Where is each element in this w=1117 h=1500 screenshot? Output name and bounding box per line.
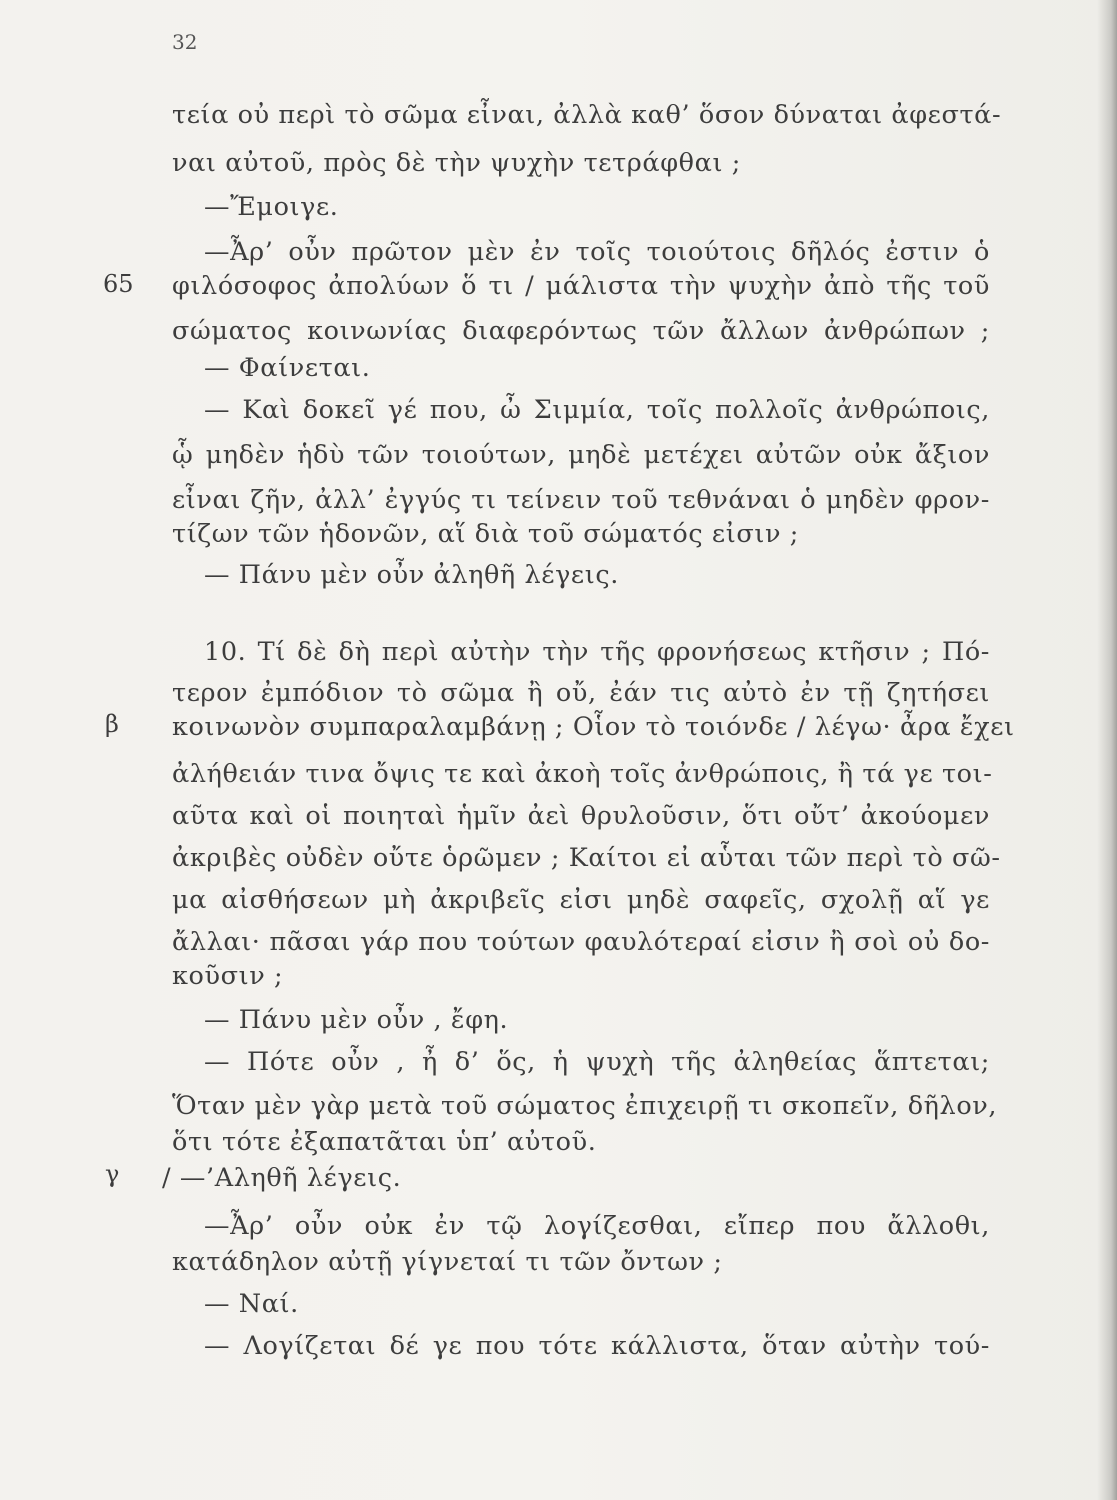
text-line-10: εἶναι ζῆν, ἀλλ’ ἐγγύς τι τείνειν τοῦ τεθνάναι ὁ μηδὲν φρον- [172,485,990,515]
text-line-26: / —’Αληθῆ λέγεις. [162,1163,402,1193]
text-line-21: κοῦσιν ; [172,961,284,991]
text-line-2: ναι αὐτοῦ, πρὸς δὲ τὴν ψυχὴν τετράφθαι ; [172,148,741,178]
page-edge-shadow [1097,0,1117,1500]
text-line-17: αῦτα καὶ οἱ ποιηταὶ ἡμῖν ἀεὶ θρυλοῦσιν, ὅτι οὔτ’ ἀκούομεν [172,801,990,831]
text-line-28: κατάδηλον αὐτῇ γίγνεταί τι τῶν ὄντων ; [172,1247,723,1277]
text-line-9: ᾧ μηδὲν ἡδὺ τῶν τοιούτων, μηδὲ μετέχει αὐτῶν οὐκ ἄξιον [172,440,990,470]
text-line-29: — Ναί. [204,1289,299,1319]
text-line-15: κοινωνὸν συμπαραλαμβάνῃ ; Οἷον τὸ τοιόνδε / λέγω· ἆρα ἔχει [172,712,1015,742]
text-line-25: ὅτι τότε ἐξαπατᾶται ὑπ’ αὐτοῦ. [172,1127,597,1157]
text-line-24: Ὅταν μὲν γὰρ μετὰ τοῦ σώματος ἐπιχειρῇ τι σκοπεῖν, δῆλον, [172,1091,998,1121]
text-line-3: —Ἔμοιγε. [204,192,339,222]
text-line-7: — Φαίνεται. [204,353,371,383]
margin-section-gamma: γ [105,1160,120,1188]
text-line-11: τίζων τῶν ἡδονῶν, αἵ διὰ τοῦ σώματός εἰσιν ; [172,519,799,549]
text-line-5: φιλόσοφος ἀπολύων ὅ τι / μάλιστα τὴν ψυχὴν ἀπὸ τῆς τοῦ [172,271,990,301]
text-line-19: μα αἰσθήσεων μὴ ἀκριβεῖς εἰσι μηδὲ σαφεῖς, σχολῇ αἵ γε [172,885,990,915]
text-line-30: — Λογίζεται δέ γε που τότε κάλλιστα, ὅταν αὐτὴν τού- [204,1331,990,1361]
margin-line-number-65: 65 [103,270,134,298]
text-line-8: — Καὶ δοκεῖ γέ που, ὦ Σιμμία, τοῖς πολλοῖς ἀνθρώποις, [204,395,990,425]
text-line-18: ἀκριβὲς οὐδὲν οὔτε ὁρῶμεν ; Καίτοι εἰ αὗται τῶν περὶ τὸ σῶ- [172,843,1001,873]
text-line-4: —Ἆρ’ οὖν πρῶτον μὲν ἐν τοῖς τοιούτοις δῆλός ἐστιν ὁ [204,237,990,267]
text-line-23: — Πότε οὖν , ἦ δ’ ὅς, ἡ ψυχὴ τῆς ἀληθείας ἅπτεται; [204,1047,990,1077]
text-line-6: σώματος κοινωνίας διαφερόντως τῶν ἄλλων ἀνθρώπων ; [172,316,990,346]
text-line-27: —Ἆρ’ οὖν οὐκ ἐν τῷ λογίζεσθαι, εἴπερ που ἄλλοθι, [204,1211,990,1241]
text-line-20: ἄλλαι· πᾶσαι γάρ που τούτων φαυλότεραί εἰσιν ἢ σοὶ οὐ δο- [172,927,990,957]
text-line-14: τερον ἐμπόδιον τὸ σῶμα ἢ οὔ, ἐάν τις αὐτὸ ἐν τῇ ζητήσει [172,678,990,708]
text-line-12: — Πάνυ μὲν οὖν ἀληθῆ λέγεις. [204,560,619,590]
page-number: 32 [172,30,198,54]
section-10-opening: 10. Τί δὲ δὴ περὶ αὐτὴν τὴν τῆς φρονήσεως κτῆσιν ; Πό- [204,637,990,667]
margin-section-beta: β [105,710,119,738]
text-line-16: ἀλήθειάν τινα ὄψις τε καὶ ἀκοὴ τοῖς ἀνθρώποις, ἢ τά γε τοι- [172,759,993,789]
text-line-22: — Πάνυ μὲν οὖν , ἔφη. [204,1005,509,1035]
text-line-1: τεία οὐ περὶ τὸ σῶμα εἶναι, ἀλλὰ καθ’ ὅσον δύναται ἀφεστά- [172,100,1002,130]
